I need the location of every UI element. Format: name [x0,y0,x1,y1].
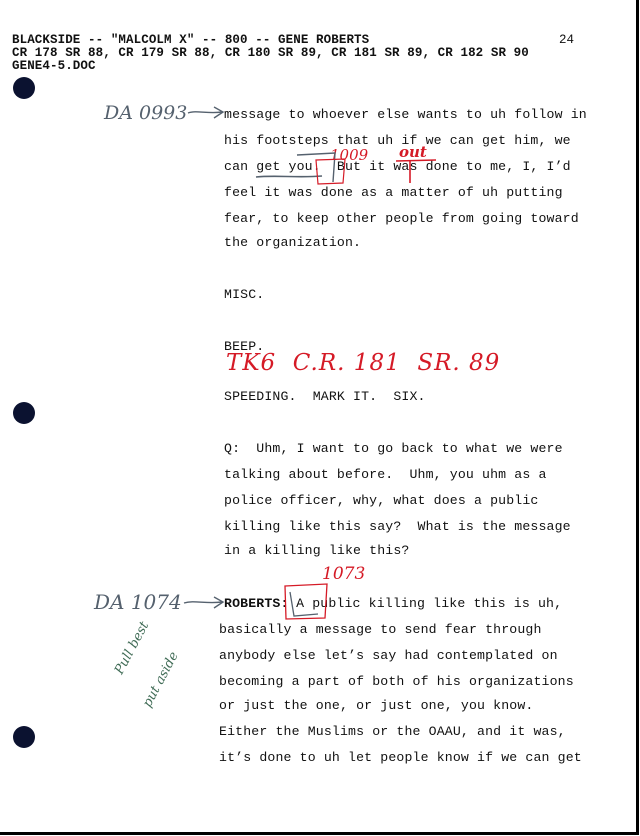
handwritten-slate-tk6: TK6 C.R. 181 SR. 89 [226,350,501,376]
doc-header-title: BLACKSIDE -- "MALCOLM X" -- 800 -- GENE ROBERTS [12,33,370,47]
transcript-line-answer: A public killing like this is uh, [288,596,563,611]
transcript-line: his footsteps that uh if we can get him, we [224,133,571,148]
handwritten-side-note-line2: put aside [140,649,182,711]
punch-hole-middle [13,402,35,424]
transcript-line-beep: BEEP. [224,339,265,354]
transcript-line: feel it was done as a matter of uh putting [224,185,563,200]
handwritten-da-0993: DA 0993 [104,102,188,124]
punch-hole-bottom [13,726,35,748]
transcript-line: fear, to keep other people from going toward [224,211,579,226]
transcript-line: it’s done to uh let people know if we can get [219,750,582,765]
handwritten-side-note-line1: Pull best [112,619,153,678]
handwritten-timecode-1009: 1009 [330,146,369,164]
speaker-label: ROBERTS: [224,596,289,611]
doc-header-reels: CR 178 SR 88, CR 179 SR 88, CR 180 SR 89, CR 181 SR 89, CR 182 SR 90 [12,46,529,60]
transcript-line: or just the one, or just one, you know. [219,698,534,713]
transcript-line: in a killing like this? [224,543,410,558]
transcript-line: Either the Muslims or the OAAU, and it was, [219,724,566,739]
page-number: 24 [559,33,575,47]
transcript-line-question: Q: Uhm, I want to go back to what we were [224,441,563,456]
transcript-line: basically a message to send fear through [219,622,542,637]
transcript-line: becoming a part of both of his organizations [219,674,574,689]
transcript-line: the organization. [224,235,362,250]
handwritten-da-1074: DA 1074 [94,590,182,614]
transcript-line: killing like this say? What is the message [224,519,571,534]
transcript-line: message to whoever else wants to uh follow in [224,107,587,122]
transcript-line: can get you. But it was done to me, I, I’d [224,159,571,174]
transcript-line: police officer, why, what does a public [224,493,539,508]
transcript-line: anybody else let’s say had contemplated on [219,648,558,663]
handwritten-timecode-1073: 1073 [322,564,366,584]
punch-hole-top [13,77,35,99]
handwritten-out: out [399,143,427,161]
transcript-line-slate: SPEEDING. MARK IT. SIX. [224,389,426,404]
transcript-line-misc: MISC. [224,287,265,302]
transcript-line: talking about before. Uhm, you uhm as a [224,467,547,482]
doc-header-filename: GENE4-5.DOC [12,59,96,73]
